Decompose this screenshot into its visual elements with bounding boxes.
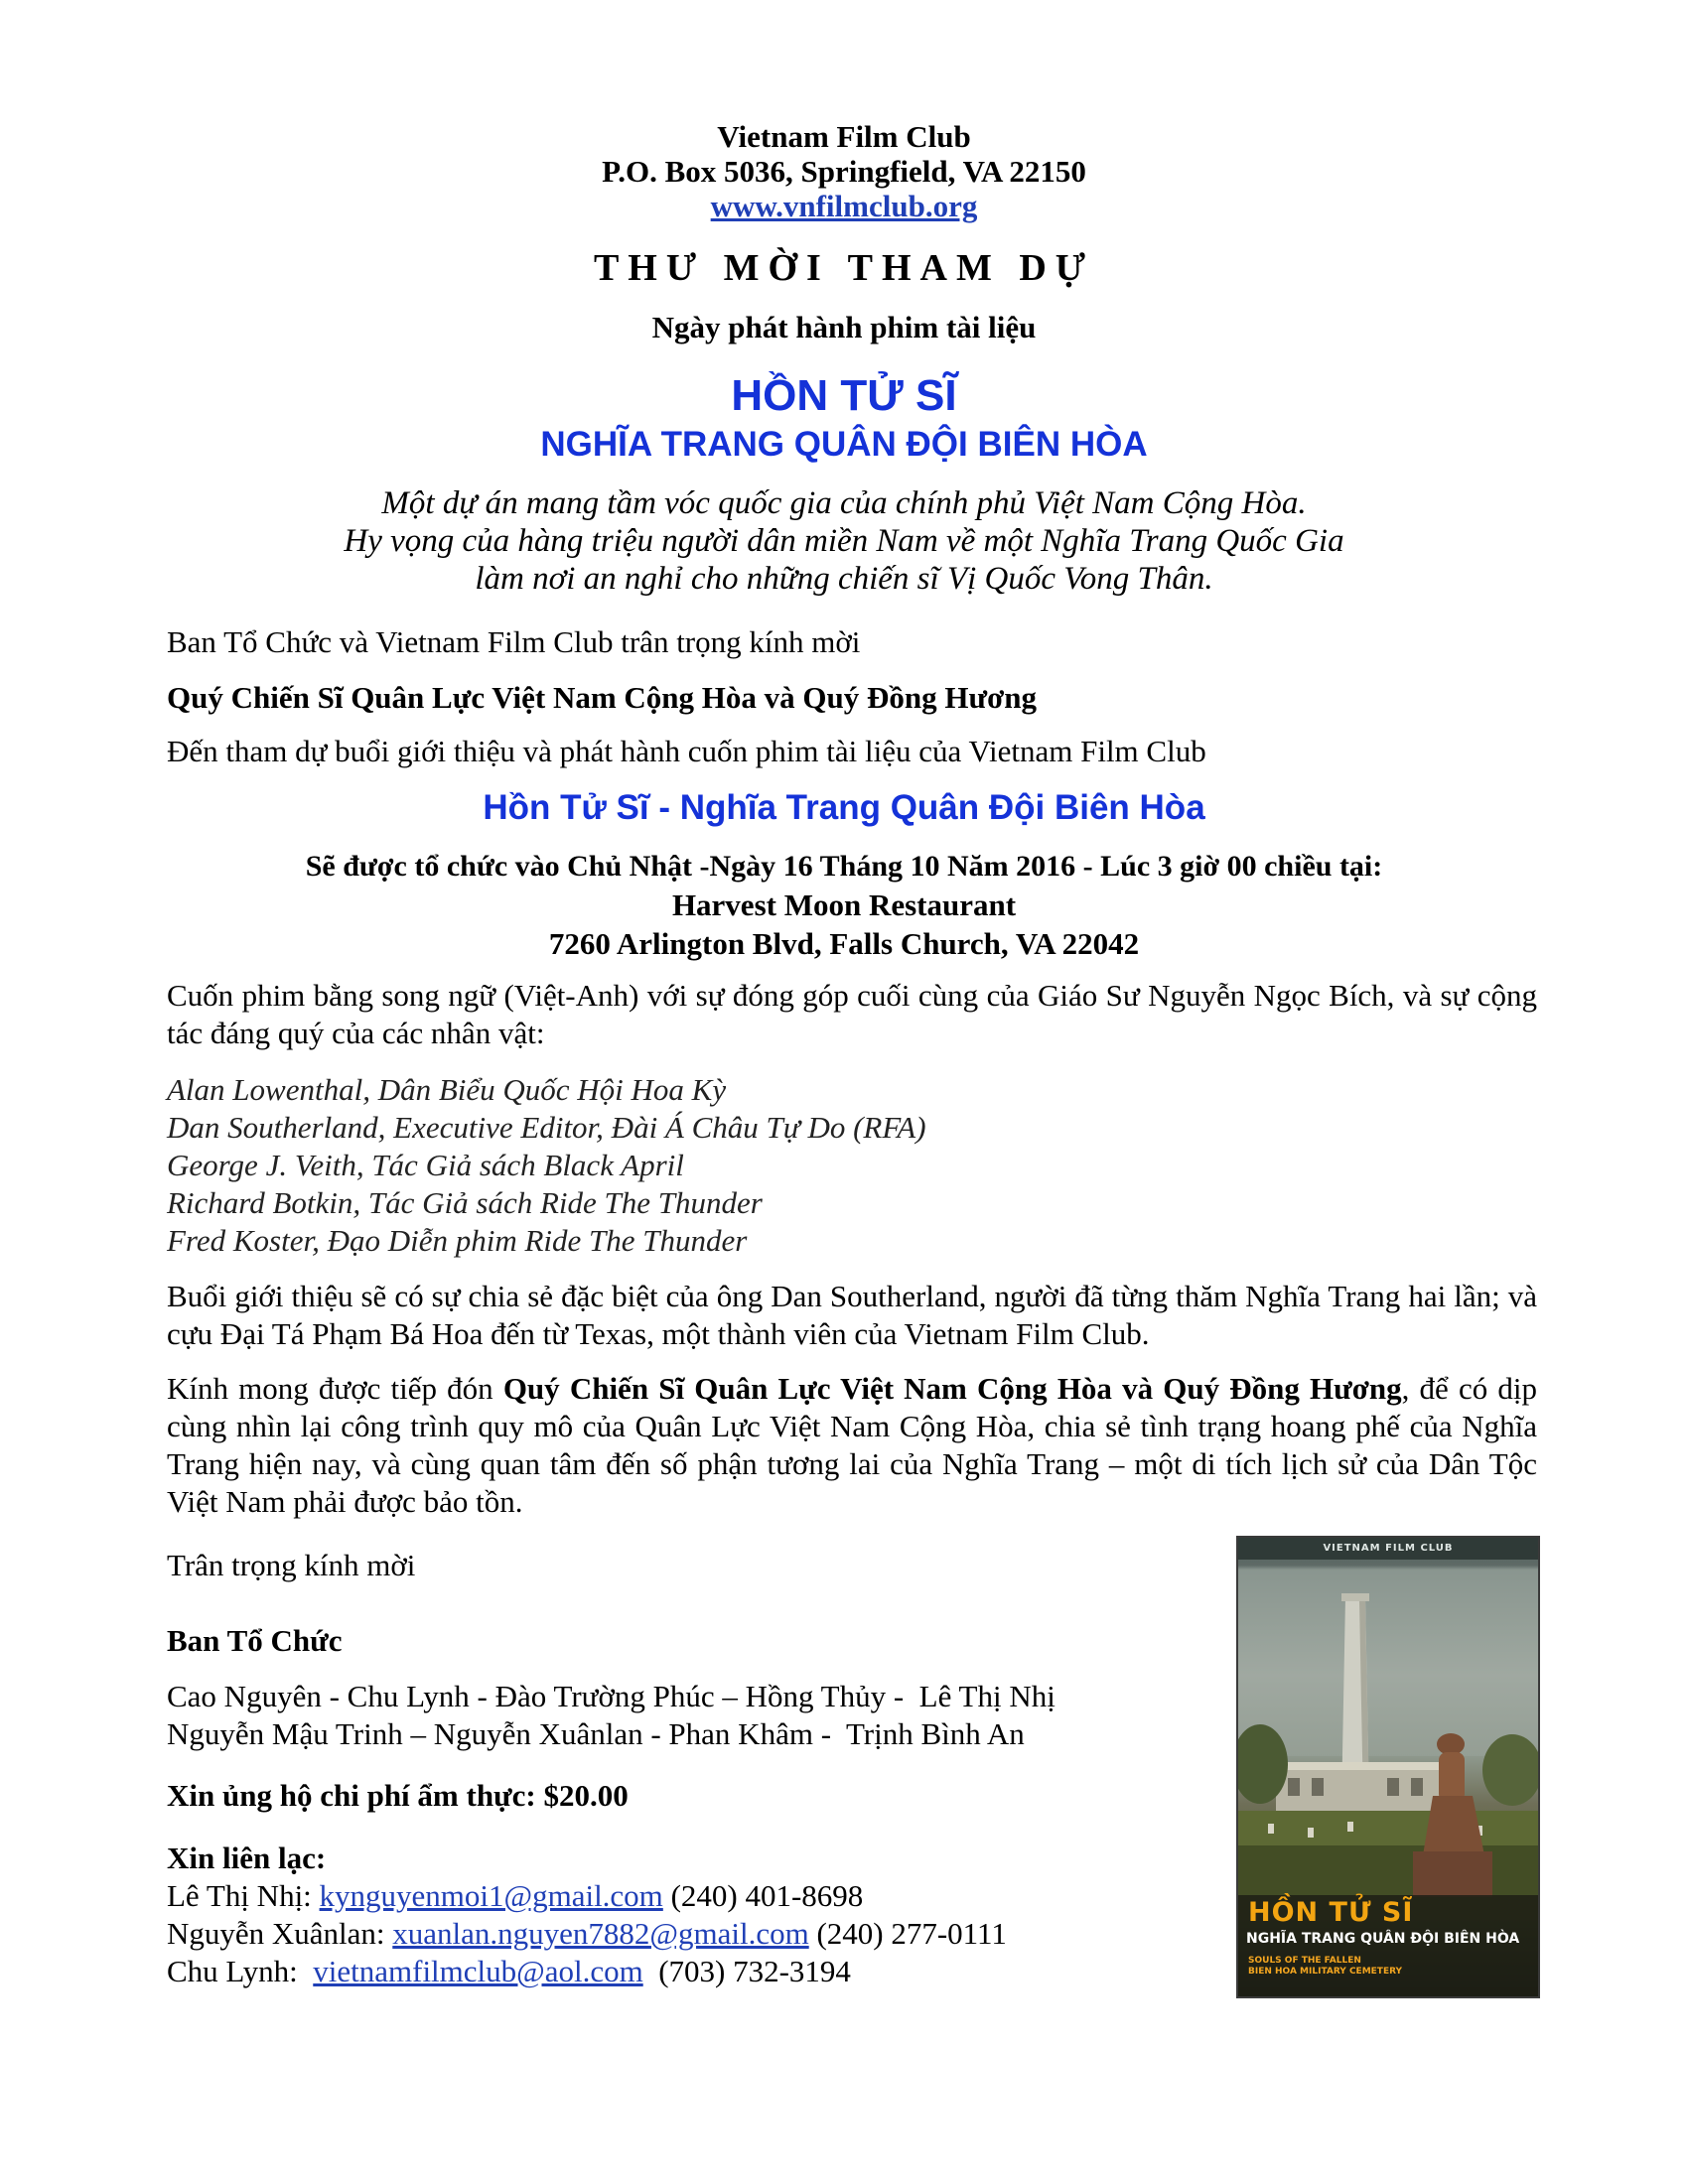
contact-name: Chu Lynh: xyxy=(167,1954,314,1988)
hope-paragraph xyxy=(167,1370,1537,1521)
film-subtitle: NGHĨA TRANG QUÂN ĐỘI BIÊN HÒA xyxy=(540,425,1148,464)
contact-row xyxy=(167,1953,851,1990)
dvd-english-title: SOULS OF THE FALLEN xyxy=(1248,1956,1361,1966)
contributor-item: Richard Botkin, Tác Giả sách Ride The Thunder xyxy=(167,1185,763,1220)
org-address: P.O. Box 5036, Springfield, VA 22150 xyxy=(602,154,1086,189)
contact-phone: (240) 401-8698 xyxy=(662,1878,864,1913)
hope-prefix: Kính mong được tiếp đón xyxy=(167,1371,503,1406)
contact-phone: (240) 277-0111 xyxy=(808,1916,1007,1951)
intro-line: Ban Tổ Chức và Vietnam Film Club trân trọng kính mời xyxy=(167,624,861,659)
invitation-heading: THƯ MỜI THAM DỰ xyxy=(593,247,1095,289)
contact-email-link[interactable]: kynguyenmoi1@gmail.com xyxy=(319,1878,663,1913)
dvd-title: HỒN TỬ SĨ xyxy=(1248,1897,1414,1928)
closing-line: Trân trọng kính mời xyxy=(167,1548,416,1582)
guests-line: Quý Chiến Sĩ Quân Lực Việt Nam Cộng Hòa và Quý Đồng Hương xyxy=(167,680,1038,715)
contact-email-link[interactable]: xuanlan.nguyen7882@gmail.com xyxy=(392,1916,809,1951)
contact-name: Lê Thị Nhị: xyxy=(167,1878,320,1913)
dvd-english-subtitle: BIEN HOA MILITARY CEMETERY xyxy=(1248,1967,1403,1977)
organizers-line: Cao Nguyên - Chu Lynh - Đào Trường Phúc – Hồng Thủy - Lê Thị Nhị xyxy=(167,1679,1055,1713)
contact-heading: Xin liên lạc: xyxy=(167,1841,327,1875)
sharing-paragraph: Buổi giới thiệu sẽ có sự chia sẻ đặc biệt của ông Dan Southerland, người đã từng thăm Nghĩa Trang hai lần; và cựu Đại Tá Phạm Bá Hoa đến từ Texas, một thành viên của Vietnam Film Club. xyxy=(167,1279,1537,1351)
tagline-line: Một dự án mang tầm vóc quốc gia của chính phủ Việt Nam Cộng Hòa. xyxy=(381,485,1307,521)
organizers-heading: Ban Tổ Chức xyxy=(167,1623,343,1658)
event-title: Hồn Tử Sĩ - Nghĩa Trang Quân Đội Biên Hòa xyxy=(483,788,1205,827)
dvd-subtitle: NGHĨA TRANG QUÂN ĐỘI BIÊN HÒA xyxy=(1246,1931,1520,1947)
website-link[interactable]: www.vnfilmclub.org xyxy=(710,189,978,223)
contact-row xyxy=(167,1877,863,1915)
venue-name: Harvest Moon Restaurant xyxy=(671,887,1017,922)
tagline-line: làm nơi an nghỉ cho những chiến sĩ Vị Quốc Vong Thân. xyxy=(475,561,1213,597)
contact-phone: (703) 732-3194 xyxy=(642,1954,851,1988)
film-title: HỒN TỬ SĨ xyxy=(731,371,957,420)
contributor-item: George J. Veith, Tác Giả sách Black April xyxy=(167,1148,684,1182)
contact-row xyxy=(167,1915,1007,1953)
fee-line: Xin ủng hộ chi phí ẩm thực: $20.00 xyxy=(167,1778,629,1813)
event-when: Sẽ được tổ chức vào Chủ Nhật -Ngày 16 Tháng 10 Năm 2016 - Lúc 3 giờ 00 chiều tại: xyxy=(305,850,1383,883)
tagline xyxy=(0,484,1688,598)
tagline-line: Hy vọng của hàng triệu người dân miền Nam về một Nghĩa Trang Quốc Gia xyxy=(344,523,1344,559)
contributor-item: Dan Southerland, Executive Editor, Đài Á Châu Tự Do (RFA) xyxy=(167,1110,926,1145)
hope-guests: Quý Chiến Sĩ Quân Lực Việt Nam Cộng Hòa và Quý Đồng Hương xyxy=(502,1371,1402,1406)
venue-address: 7260 Arlington Blvd, Falls Church, VA 22042 xyxy=(548,926,1140,961)
contributor-item: Alan Lowenthal, Dân Biểu Quốc Hội Hoa Kỳ xyxy=(167,1072,727,1107)
contributors-list xyxy=(167,1071,926,1260)
contributor-item: Fred Koster, Đạo Diễn phim Ride The Thunder xyxy=(167,1223,748,1258)
organizers-line: Nguyễn Mậu Trinh – Nguyễn Xuânlan - Phan Khâm - Trịnh Bình An xyxy=(167,1716,1025,1751)
contact-name: Nguyễn Xuânlan: xyxy=(167,1916,393,1951)
contact-email-link[interactable]: vietnamfilmclub@aol.com xyxy=(313,1954,643,1988)
attend-line: Đến tham dự buổi giới thiệu và phát hành cuốn phim tài liệu của Vietnam Film Club xyxy=(167,734,1206,768)
film-description: Cuốn phim bằng song ngữ (Việt-Anh) với sự đóng góp cuối cùng của Giáo Sư Nguyễn Ngọc Bích, và sự cộng tác đáng quý của các nhân vật: xyxy=(167,978,1537,1050)
dvd-top-label: VIETNAM FILM CLUB xyxy=(1238,1538,1538,1560)
dvd-cover-image xyxy=(1236,1536,1540,1998)
org-name: Vietnam Film Club xyxy=(717,119,971,154)
hope-suffix: , để có dịp cùng nhìn lại công trình quy mô của Quân Lực Việt Nam Cộng Hòa, chia sẻ tình trạng hoang phế của Nghĩa Trang hiện nay, và cùng quan tâm đến số phận tương lai của Nghĩa Trang – một di tích lịch sử của Dân Tộc Việt Nam phải được bảo tồn. xyxy=(167,1371,1537,1519)
invitation-subheading: Ngày phát hành phim tài liệu xyxy=(651,310,1037,344)
